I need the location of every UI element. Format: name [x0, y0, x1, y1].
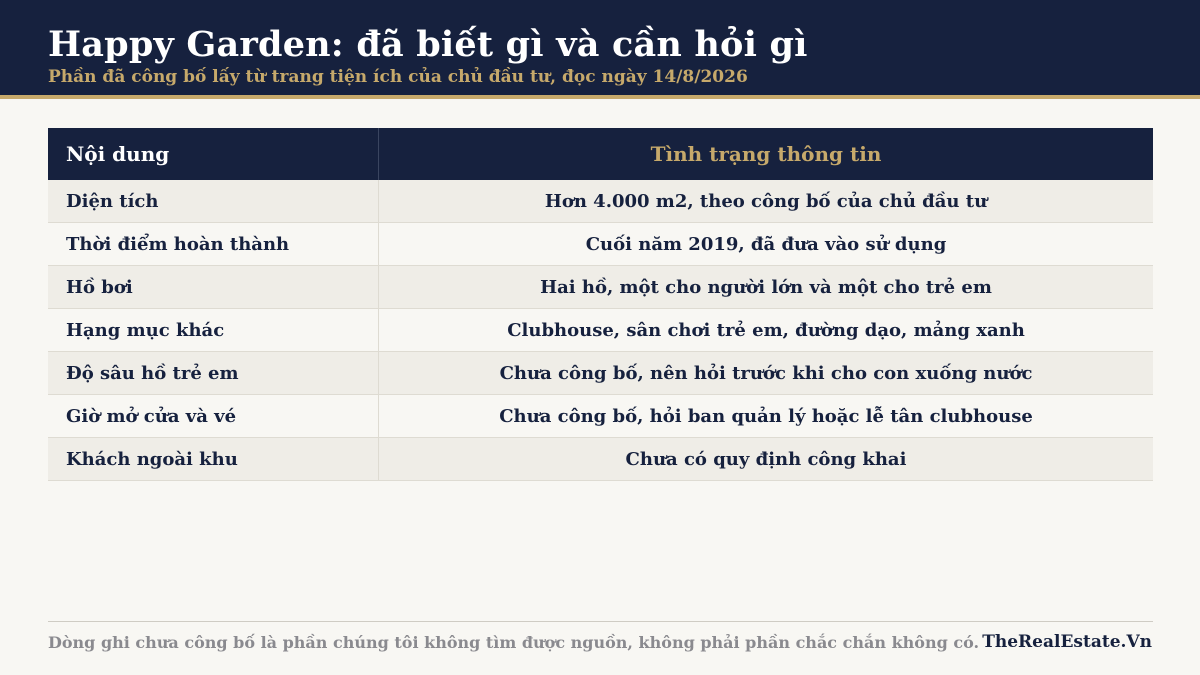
footnote: Dòng ghi chưa công bố là phần chúng tôi không tìm được nguồn, không phải phần chắc chắn không có. [48, 633, 980, 652]
row-status: Chưa công bố, hỏi ban quản lý hoặc lễ tân clubhouse [379, 395, 1154, 438]
page-title: Happy Garden: đã biết gì và cần hỏi gì [48, 24, 808, 65]
row-status: Chưa có quy định công khai [379, 438, 1154, 481]
page-subtitle: Phần đã công bố lấy từ trang tiện ích của chủ đầu tư, đọc ngày 14/8/2026 [48, 67, 748, 87]
footer-divider [48, 621, 1153, 622]
row-label: Hạng mục khác [48, 309, 379, 352]
row-label: Diện tích [48, 180, 379, 223]
row-label: Độ sâu hồ trẻ em [48, 352, 379, 395]
row-label: Khách ngoài khu [48, 438, 379, 481]
row-status: Clubhouse, sân chơi trẻ em, đường dạo, mảng xanh [379, 309, 1154, 352]
brand-name: TheRealEstate.Vn [982, 632, 1152, 652]
table-row [48, 266, 1153, 309]
table-row [48, 352, 1153, 395]
row-status: Hơn 4.000 m2, theo công bố của chủ đầu tư [379, 180, 1154, 223]
table-row [48, 438, 1153, 481]
table-row [48, 309, 1153, 352]
column-header-content: Nội dung [48, 128, 379, 180]
row-status: Chưa công bố, nên hỏi trước khi cho con xuống nước [379, 352, 1154, 395]
header-banner [0, 0, 1200, 99]
table-row [48, 395, 1153, 438]
row-label: Giờ mở cửa và vé [48, 395, 379, 438]
table-row [48, 223, 1153, 266]
info-table [48, 128, 1153, 481]
table-header-row [48, 128, 1153, 180]
row-status: Cuối năm 2019, đã đưa vào sử dụng [379, 223, 1154, 266]
column-header-status: Tình trạng thông tin [379, 128, 1154, 180]
row-label: Hồ bơi [48, 266, 379, 309]
row-status: Hai hồ, một cho người lớn và một cho trẻ em [379, 266, 1154, 309]
row-label: Thời điểm hoàn thành [48, 223, 379, 266]
table-row [48, 180, 1153, 223]
